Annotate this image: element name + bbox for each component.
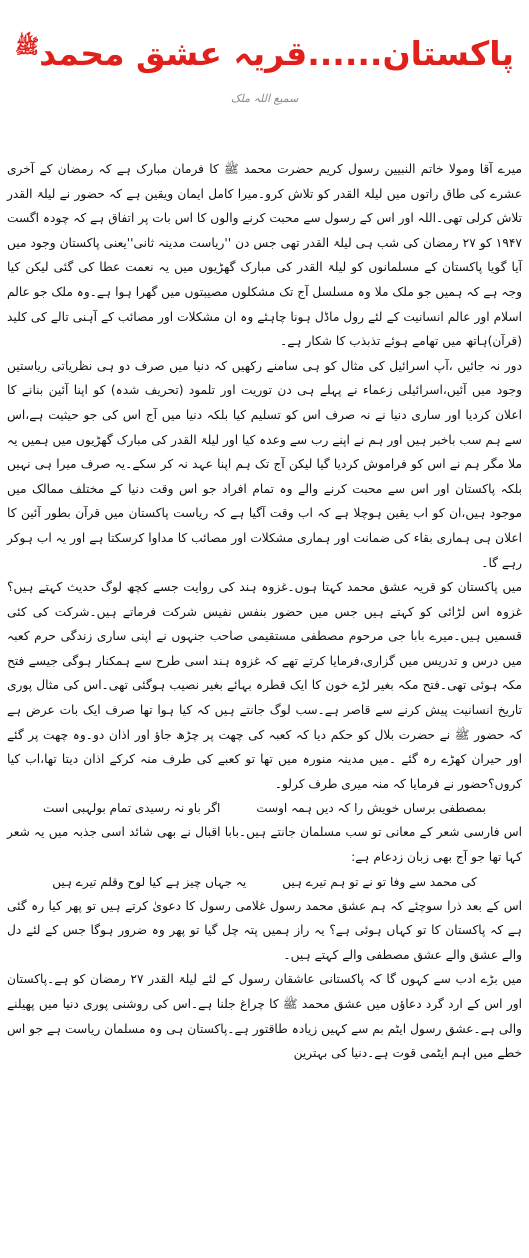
- verse-line-right: بمصطفی برساں خویش را کہ دیں ہمہ اوست: [256, 801, 486, 816]
- title-seal: ﷺ: [14, 34, 40, 58]
- author-byline: سمیع اللہ ملک: [230, 92, 299, 105]
- iqbal-verse: [7, 870, 522, 894]
- verse-line-left: اگر باو نہ رسیدی تمام بولہبی است: [43, 801, 221, 816]
- paragraph: دور نہ جائیں ،آپ اسرائیل کی مثال کو ہی سامنے رکھیں کہ دنیا میں صرف دو ہی نظریاتی ریاستیں وجود میں آئیں،اسرائیلی زعماء نے پہلے ہی دن توریت اور تلمود (تحریف شدہ) کو اپنا آئین بنانے کا اعلان کردیا اور ساری دنیا نے نہ صرف اس کو تسلیم کیا بلکہ دنیا میں آج اس کی جو حیثیت ہے،اس سے ہم سب باخبر ہیں اور ہم نے اپنے رب سے وعدہ کیا اور لیلۃ القدر کی مبارک گھڑیوں میں ہمیں یہ ملا مگر ہم نے اس کو فراموش کردیا گیا لیکن آج تک ہم اپنا عہد نہ کر سکے۔یہ صرف میرا ہی نہیں بلکہ پاکستان اور اس سے محبت کرنے والے وہ تمام افراد جو اس وقت دنیا کے مختلف ممالک میں موجود ہیں،ان کو اب یقین ہوچلا ہے کہ اب وقت آگیا ہے کہ ریاست پاکستان میں قرآن بطور آئین کا اعلان ہی ہماری بقاء کی ضمانت اور ہماری مشکلات اور مصائب کا مداوا کرسکتا ہے اور یہ اب ہوکر رہے گا۔: [7, 358, 522, 570]
- title-text: پاکستان......قریہ عشق محمد: [39, 34, 515, 73]
- verse-line-right: کی محمد سے وفا تو نے تو ہم تیرے ہیں: [282, 874, 477, 889]
- article-body: [7, 157, 522, 1066]
- verse-line-left: یہ جہاں چیز ہے کیا لوح وقلم تیرے ہیں: [52, 874, 247, 889]
- persian-verse: [7, 796, 522, 820]
- paragraph: میں پاکستان کو قریہ عشق محمد کہتا ہوں۔غزوہ ہند کی روایت جسے کچھ لوگ حدیث کہتے ہیں؟غزوہ اس لڑائی کو کہتے ہیں جس میں حضور بنفس نفیس شرکت فرماتے ہیں۔شرکت کی کئی قسمیں ہیں۔میرے بابا جی مرحوم مصطفی مستقیمی صاحب جنہوں نے اپنی ساری زندگی حرم کعبہ میں درس و تدریس میں گزاری،فرمایا کرتے تھے کہ غزوہ ہند اسی طرح سے ہمکنار ہوگی جیسے فتح مکہ ہوئی تھی۔فتح مکہ بغیر لڑے خون کا ایک قطرہ بہائے بغیر نصیب ہوگئی تھی۔اس کی مثال پوری تاریخ انسانیت پیش کرنے سے قاصر ہے۔سب لوگ جانتے ہیں کہ کیا ہوا تھا صرف ایک بات عرض ہے کہ حضور ﷺ نے حضرت بلال کو حکم دیا کہ کعبہ کی چھت پر چڑھ جاؤ اور اذان دو۔وہ چھت پر گئے اور حیران کھڑے رہ گئے ۔میں مدینہ منورہ میں تھا تو کعبے کی طرف منہ کرکے اذان دیتا تھا،اب کیا کروں؟حضور نے فرمایا کہ منہ میری طرف کرلو۔: [7, 580, 522, 791]
- paragraph: اس کے بعد ذرا سوچئے کہ ہم عشق محمد رسول غلامی رسول کا دعویٰ کرتے ہیں تو پھر کیا رہ گئی ہے کہ پاکستان کا تو کہاں ہوئی ہے؟ یہ راز ہمیں پتہ چل گیا تو پھر وہ ضرور ہوگا جس کے لئے دل والے عشق والے عشق مصطفی والے کہتے ہیں۔: [7, 898, 522, 962]
- paragraph: اس فارسی شعر کے معانی تو سب مسلمان جانتے ہیں۔بابا اقبال نے بھی شائد اسی جذبہ میں یہ شعر کہا تھا جو آج بھی زبان زدعام ہے:: [7, 825, 522, 865]
- paragraph: میں بڑے ادب سے کہوں گا کہ پاکستانی عاشقان رسول کے لئے لیلۃ القدر ۲۷ رمضان کو ہے۔پاکستان اور اس کے ارد گرد دعاؤں میں عشق محمد ﷺ کا چراغ جلنا ہے۔اس کی روشنی پوری دنیا میں پھیلنے والی ہے۔عشق رسول ایٹم بم سے کہیں زیادہ طاقتور ہے۔پاکستان ہی وہ مسلمان ریاست ہے جو اس خطے میں اہم ایٹمی قوت ہے۔دنیا کی بہترین: [7, 972, 522, 1061]
- article-title: [0, 6, 529, 94]
- paragraph: میرے آقا ومولا خاتم النبیین رسول کریم حضرت محمد ﷺ کا فرمان مبارک ہے کہ رمضان کے آخری عشرے کی طاق راتوں میں لیلۃ القدر کو تلاش کرو۔میرا کامل ایمان ویقین ہے کہ حضور نے لیلۃ القدر تلاش کرلی تھی۔اللہ اور اس کے رسول سے محبت کرنے والوں کا اس بات پر اتفاق ہے کہ چودہ اگست ۱۹۴۷ کو ۲۷ رمضان کی شب ہی لیلۃ القدر تھی جس دن ''ریاست مدینہ ثانی''یعنی پاکستان وجود میں آیا گویا پاکستان کے مسلمانوں کو لیلۃ القدر کی مبارک گھڑیوں میں یہ نعمت عطا کی گئی لیکن کیا وجہ ہے کہ ہمیں جو ملک ملا وہ مسلسل آج تک مشکلوں مصیبتوں میں گھرا ہوا ہے۔وہ ملک جو عالم اسلام اور عالم انسانیت کے لئے رول ماڈل ہونا چاہئے وہ ان مشکلات اور مصائب کے آہنی تالے کی کلید (قرآن)ہاتھ میں تھامے ہوئے تذبذب کا شکار ہے۔: [7, 162, 522, 349]
